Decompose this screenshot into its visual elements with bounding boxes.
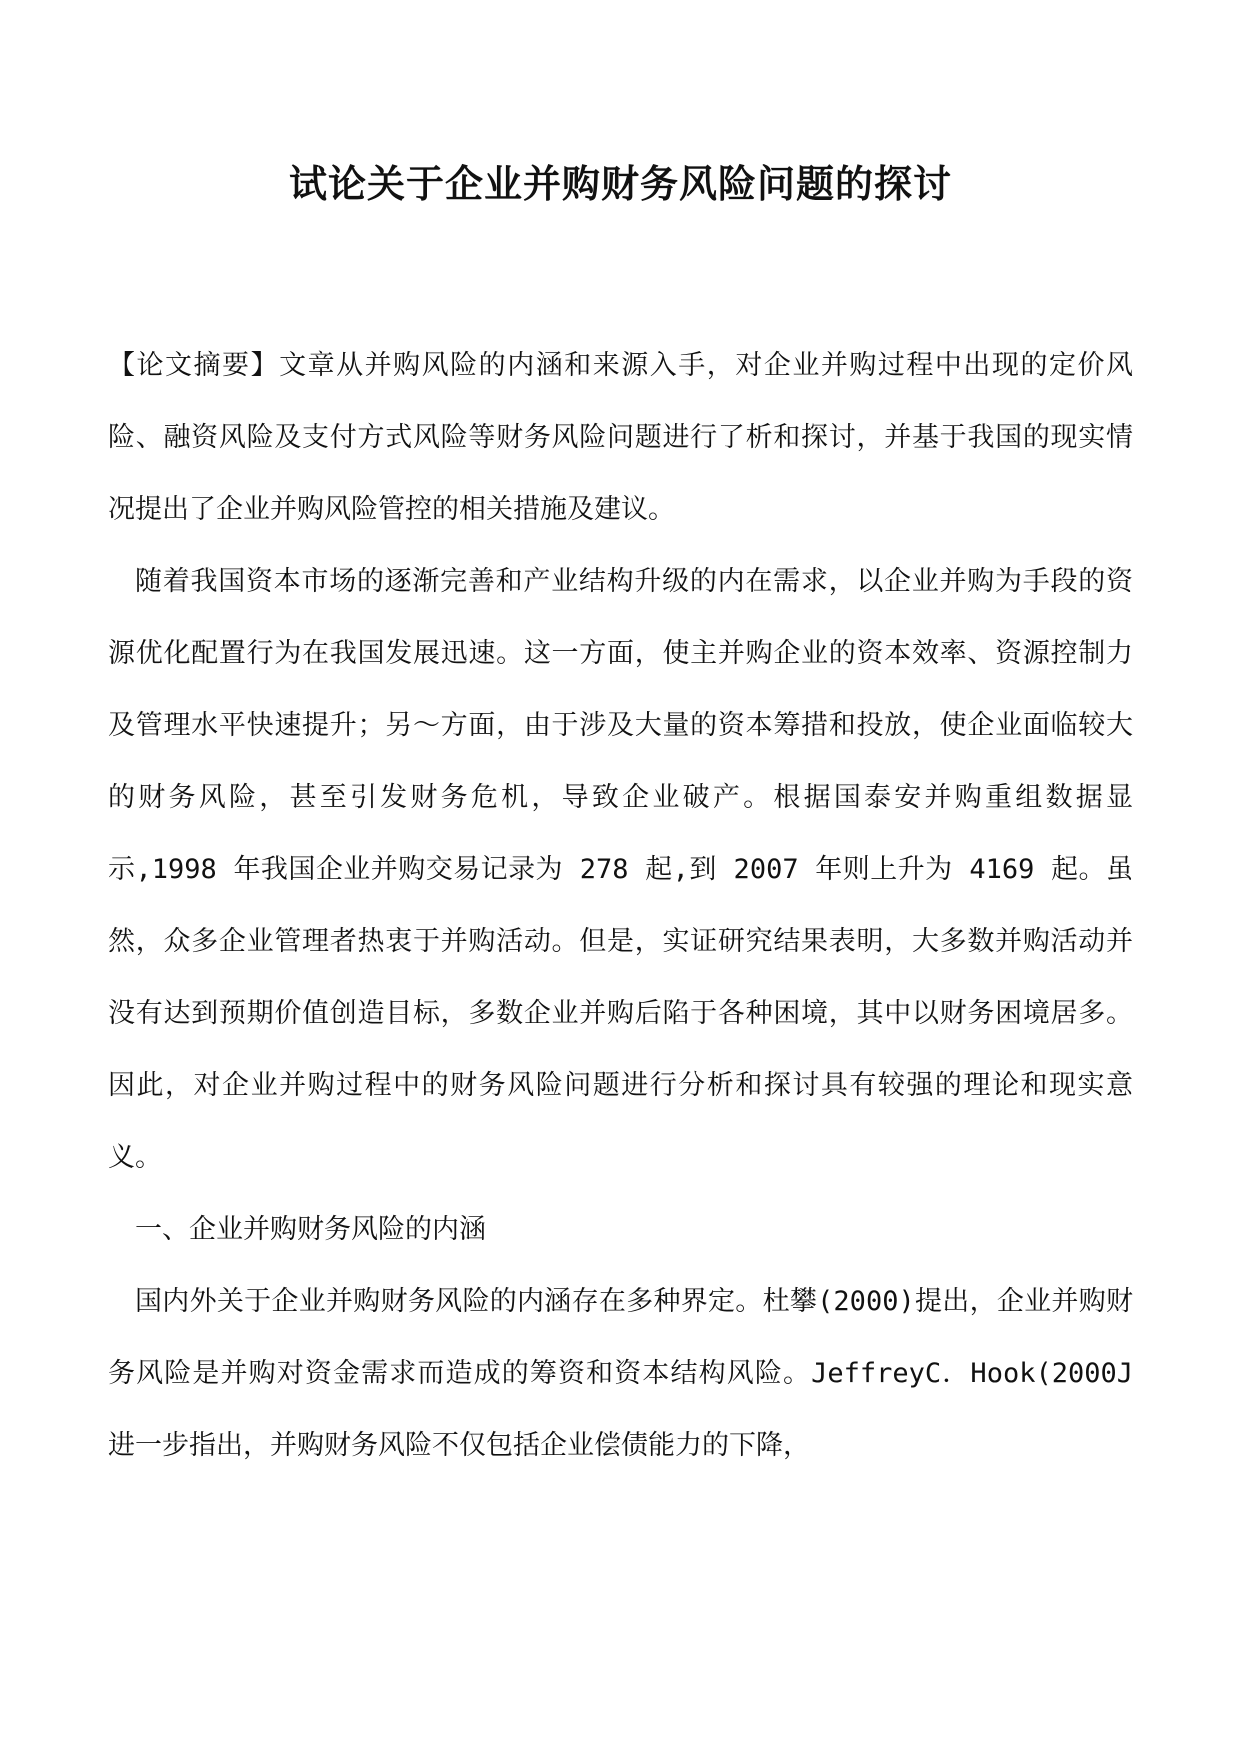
document-body [108,330,1133,1482]
intro-paragraph: 随着我国资本市场的逐渐完善和产业结构升级的内在需求，以企业并购为手段的资源优化配置行为在我国发展迅速。这一方面，使主并购企业的资本效率、资源控制力及管理水平快速提升；另～方面，由于涉及大量的资本筹措和投放，使企业面临较大的财务风险，甚至引发财务危机，导致企业破产。根据国泰安并购重组数据显示,1998 年我国企业并购交易记录为 278 起,到 2007 年则上升为 4169 起。虽然，众多企业管理者热衷于并购活动。但是，实证研究结果表明，大多数并购活动并没有达到预期价值创造目标，多数企业并购后陷于各种困境，其中以财务困境居多。因此，对企业并购过程中的财务风险问题进行分析和探讨具有较强的理论和现实意义。 [108,566,1133,1173]
abstract-paragraph: 【论文摘要】文章从并购风险的内涵和来源入手，对企业并购过程中出现的定价风险、融资风险及支付方式风险等财务风险问题进行了析和探讨，并基于我国的现实情况提出了企业并购风险管控的相关措施及建议。 [108,350,1133,525]
document-title: 试论关于企业并购财务风险问题的探讨 [288,161,952,206]
body-paragraph: 国内外关于企业并购财务风险的内涵存在多种界定。杜攀(2000)提出，企业并购财务风险是并购对资金需求而造成的筹资和资本结构风险。JeffreyC．Hook(2000J 进一步指出，并购财务风险不仅包括企业偿债能力的下降， [108,1286,1133,1461]
section-heading: 一、企业并购财务风险的内涵 [135,1214,486,1245]
